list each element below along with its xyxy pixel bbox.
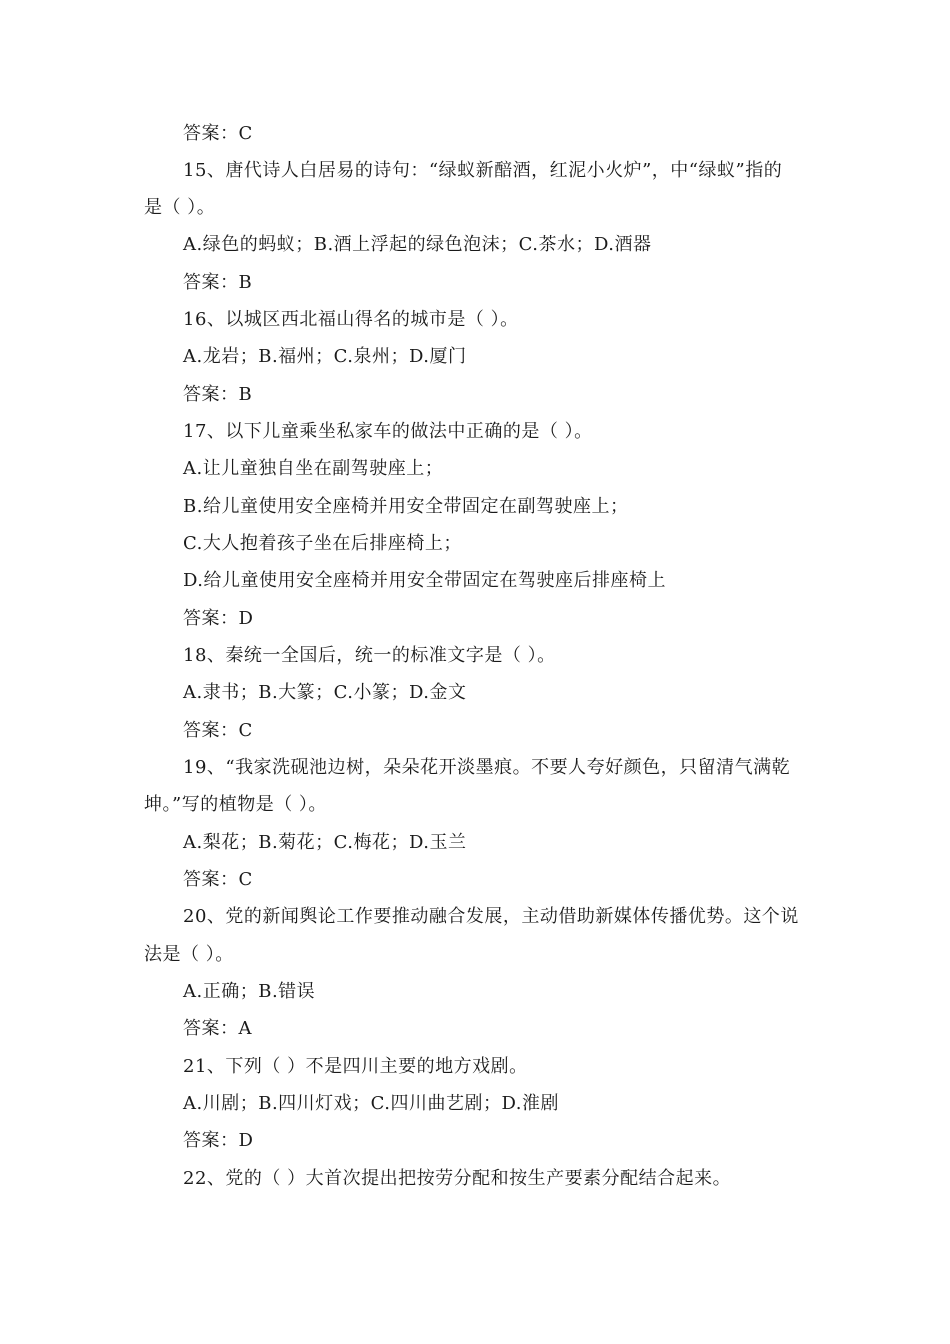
options-15: A.绿色的蚂蚁；B.酒上浮起的绿色泡沫；C.茶水；D.酒器: [183, 234, 652, 255]
option-17-d: D.给儿童使用安全座椅并用安全带固定在驾驶座后排座椅上: [183, 570, 667, 591]
question-15-continued: 是（ ）。: [144, 197, 216, 218]
question-17: 17、以下儿童乘坐私家车的做法中正确的是（ ）。: [183, 421, 593, 442]
option-17-b: B.给儿童使用安全座椅并用安全带固定在副驾驶座上；: [183, 496, 629, 517]
options-20: A.正确；B.错误: [183, 981, 316, 1002]
question-22: 22、党的（ ）大首次提出把按劳分配和按生产要素分配结合起来。: [183, 1168, 732, 1189]
answer-14: 答案：C: [183, 123, 253, 144]
answer-16: 答案：B: [183, 384, 253, 405]
options-16: A.龙岩；B.福州；C.泉州；D.厦门: [183, 346, 467, 367]
option-17-a: A.让儿童独自坐在副驾驶座上；: [183, 458, 444, 479]
answer-17: 答案：D: [183, 608, 254, 629]
question-18: 18、秦统一全国后，统一的标准文字是（ ）。: [183, 645, 556, 666]
option-17-c: C.大人抱着孩子坐在后排座椅上；: [183, 533, 462, 554]
options-19: A.梨花；B.菊花；C.梅花；D.玉兰: [183, 832, 467, 853]
question-20-continued: 法是（ ）。: [144, 944, 234, 965]
answer-18: 答案：C: [183, 720, 253, 741]
answer-19: 答案：C: [183, 869, 253, 890]
question-16: 16、以城区西北福山得名的城市是（ ）。: [183, 309, 519, 330]
answer-20: 答案：A: [183, 1018, 252, 1039]
question-19: 19、“我家洗砚池边树，朵朵花开淡墨痕。不要人夸好颜色，只留清气满乾: [183, 757, 791, 778]
question-15: 15、唐代诗人白居易的诗句：“绿蚁新醅酒，红泥小火炉”，中“绿蚁”指的: [183, 160, 783, 181]
answer-15: 答案：B: [183, 272, 253, 293]
options-18: A.隶书；B.大篆；C.小篆；D.金文: [183, 682, 467, 703]
options-21: A.川剧；B.四川灯戏；C.四川曲艺剧；D.淮剧: [183, 1093, 560, 1114]
question-21: 21、下列（ ）不是四川主要的地方戏剧。: [183, 1056, 528, 1077]
question-19-continued: 坤。”写的植物是（ ）。: [144, 794, 327, 815]
question-20: 20、党的新闻舆论工作要推动融合发展，主动借助新媒体传播优势。这个说: [183, 906, 799, 927]
answer-21: 答案：D: [183, 1130, 254, 1151]
